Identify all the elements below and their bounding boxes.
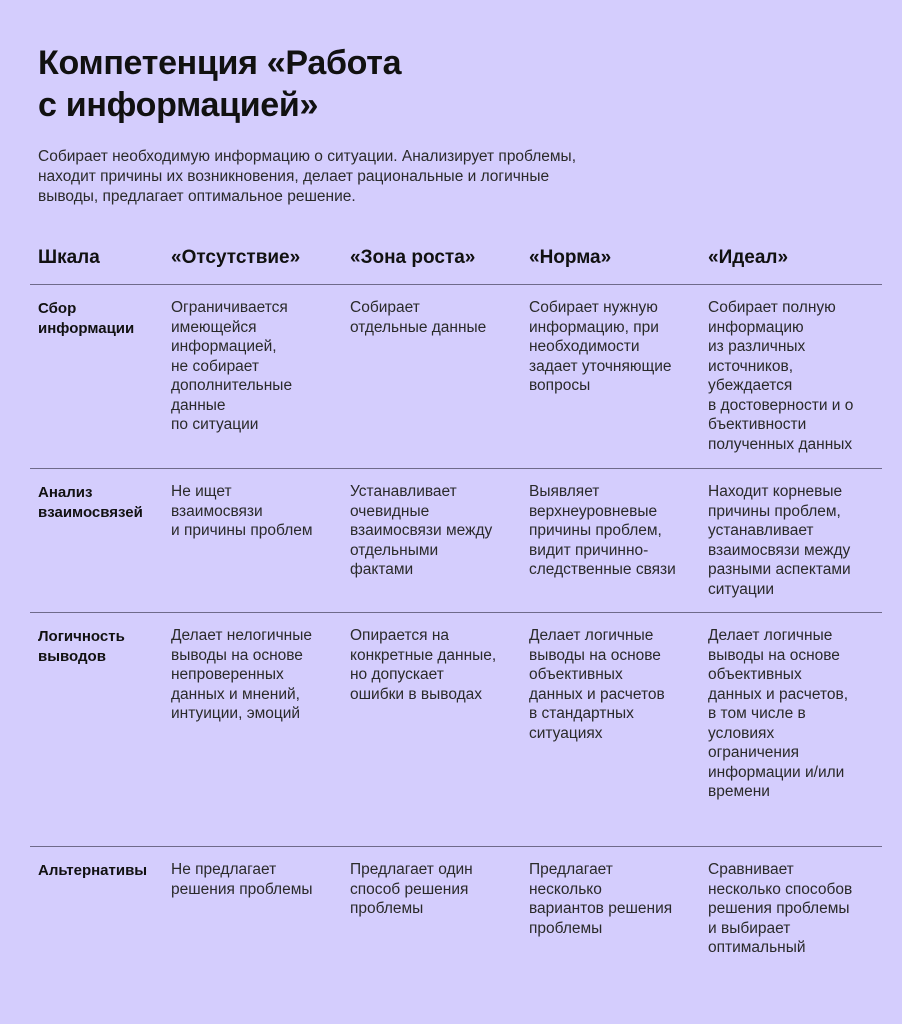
row-label bbox=[38, 483, 143, 523]
cell-line: Делает логичные bbox=[529, 627, 654, 644]
cell-line: Сравнивает bbox=[708, 861, 794, 878]
header-growth: «Зона роста» bbox=[350, 247, 476, 268]
row-label-line: взаимосвязей bbox=[38, 504, 143, 521]
table-cell bbox=[708, 626, 848, 802]
cell-line: информацией, bbox=[171, 338, 277, 355]
cell-line: решения проблемы bbox=[708, 900, 850, 917]
table-cell bbox=[708, 860, 852, 958]
page-title-line: Компетенция «Работа bbox=[38, 44, 402, 82]
table-cell bbox=[171, 626, 312, 724]
header-norm: «Норма» bbox=[529, 247, 612, 268]
cell-line: бъективности bbox=[708, 416, 807, 433]
table-divider bbox=[30, 846, 882, 847]
table-cell bbox=[350, 482, 492, 580]
cell-line: несколько bbox=[529, 880, 602, 898]
row-label-line: Сбор bbox=[38, 300, 77, 317]
cell-line: Делает логичные bbox=[708, 627, 833, 644]
table-cell bbox=[529, 860, 672, 938]
cell-line: и причины проблем bbox=[171, 522, 313, 539]
table-divider bbox=[30, 284, 882, 285]
cell-line: следственные связи bbox=[529, 561, 676, 578]
cell-line: выводы на основе bbox=[708, 646, 840, 664]
cell-line: информации и/или bbox=[708, 763, 845, 781]
cell-line: верхнеуровневые bbox=[529, 502, 658, 520]
cell-line: выводы на основе bbox=[529, 646, 661, 664]
description bbox=[38, 147, 678, 207]
cell-line: проблемы bbox=[529, 919, 603, 937]
table-cell bbox=[171, 860, 313, 899]
cell-line: ситуациях bbox=[529, 724, 603, 742]
description-line: Собирает необходимую информацию о ситуации. Анализирует проблемы, bbox=[38, 148, 577, 165]
cell-line: ограничения bbox=[708, 744, 800, 761]
cell-line: Собирает нужную bbox=[529, 299, 658, 316]
cell-line: данных и расчетов bbox=[529, 685, 665, 703]
cell-line: интуиции, эмоций bbox=[171, 705, 301, 722]
row-label-line: информации bbox=[38, 320, 135, 337]
table-cell bbox=[171, 298, 292, 435]
cell-line: вариантов решения bbox=[529, 900, 673, 917]
row-label-line: Анализ bbox=[38, 484, 93, 501]
cell-line: по ситуации bbox=[171, 416, 259, 433]
cell-line: задает уточняющие bbox=[529, 357, 672, 375]
cell-line: ошибки в выводах bbox=[350, 685, 483, 703]
row-label bbox=[38, 299, 134, 339]
cell-line: в достоверности и о bbox=[708, 396, 854, 414]
cell-line: устанавливает bbox=[708, 522, 814, 539]
cell-line: убеждается bbox=[708, 377, 793, 394]
cell-line: взаимосвязи между bbox=[350, 522, 493, 539]
cell-line: Собирает bbox=[350, 299, 420, 316]
table-cell bbox=[708, 298, 853, 454]
cell-line: имеющейся bbox=[171, 318, 257, 336]
table-cell bbox=[350, 860, 473, 919]
cell-line: из различных bbox=[708, 338, 806, 355]
header-scale: Шкала bbox=[38, 247, 100, 268]
cell-line: информацию bbox=[708, 318, 804, 336]
cell-line: ситуации bbox=[708, 580, 775, 598]
cell-line: полученных данных bbox=[708, 435, 853, 453]
cell-line: условиях bbox=[708, 724, 775, 742]
cell-line: объективных bbox=[529, 666, 623, 683]
description-line: выводы, предлагает оптимальное решение. bbox=[38, 188, 356, 205]
cell-line: Устанавливает bbox=[350, 483, 457, 500]
cell-line: Не предлагает bbox=[171, 861, 277, 878]
cell-line: вопросы bbox=[529, 377, 591, 394]
table-cell bbox=[708, 482, 851, 599]
cell-line: данные bbox=[171, 396, 226, 414]
cell-line: разными аспектами bbox=[708, 561, 851, 578]
cell-line: информацию, при bbox=[529, 318, 659, 336]
cell-line: очевидные bbox=[350, 502, 430, 520]
table-cell bbox=[529, 482, 676, 580]
table-divider bbox=[30, 612, 882, 613]
cell-line: несколько способов bbox=[708, 880, 853, 898]
cell-line: Делает нелогичные bbox=[171, 627, 312, 644]
cell-line: решения проблемы bbox=[171, 880, 313, 898]
row-label bbox=[38, 861, 147, 881]
cell-line: фактами bbox=[350, 561, 414, 578]
table-divider bbox=[30, 468, 882, 469]
cell-line: непроверенных bbox=[171, 666, 284, 683]
cell-line: Не ищет bbox=[171, 483, 232, 500]
table-cell bbox=[350, 626, 496, 704]
cell-line: отдельные данные bbox=[350, 318, 487, 336]
row-label-line: Логичность bbox=[38, 628, 125, 645]
cell-line: взаимосвязи bbox=[171, 502, 263, 520]
cell-line: отдельными bbox=[350, 541, 439, 559]
cell-line: Выявляет bbox=[529, 483, 600, 500]
header-ideal: «Идеал» bbox=[708, 247, 789, 268]
row-label bbox=[38, 627, 125, 667]
cell-line: оптимальный bbox=[708, 939, 806, 956]
table-cell bbox=[171, 482, 313, 541]
cell-line: Собирает полную bbox=[708, 299, 836, 316]
cell-line: в том числе в bbox=[708, 705, 806, 722]
cell-line: времени bbox=[708, 783, 770, 800]
cell-line: объективных bbox=[708, 666, 802, 683]
table-cell bbox=[529, 298, 672, 396]
cell-line: выводы на основе bbox=[171, 646, 303, 664]
cell-line: и выбирает bbox=[708, 919, 791, 937]
cell-line: способ решения bbox=[350, 880, 469, 898]
description-line: находит причины их возникновения, делает рациональные и логичные bbox=[38, 168, 550, 185]
cell-line: в стандартных bbox=[529, 705, 634, 722]
cell-line: Опирается на bbox=[350, 627, 450, 644]
header-absence: «Отсутствие» bbox=[171, 247, 301, 268]
cell-line: причины проблем, bbox=[529, 522, 662, 539]
row-label-line: Альтернативы bbox=[38, 862, 148, 879]
cell-line: взаимосвязи между bbox=[708, 541, 851, 559]
cell-line: конкретные данные, bbox=[350, 646, 497, 664]
cell-line: источников, bbox=[708, 357, 794, 375]
cell-line: Предлагает один bbox=[350, 861, 473, 878]
cell-line: видит причинно- bbox=[529, 541, 649, 559]
cell-line: Находит корневые bbox=[708, 483, 843, 500]
cell-line: но допускает bbox=[350, 666, 444, 683]
cell-line: проблемы bbox=[350, 900, 424, 917]
table-cell bbox=[529, 626, 665, 743]
cell-line: дополнительные bbox=[171, 377, 293, 394]
row-label-line: выводов bbox=[38, 648, 106, 665]
page-title bbox=[38, 42, 401, 126]
page-title-line: с информацией» bbox=[38, 86, 319, 124]
cell-line: необходимости bbox=[529, 338, 640, 355]
cell-line: не собирает bbox=[171, 357, 260, 375]
cell-line: Предлагает bbox=[529, 861, 613, 878]
cell-line: данных и мнений, bbox=[171, 685, 300, 703]
table-cell bbox=[350, 298, 486, 337]
cell-line: причины проблем, bbox=[708, 502, 841, 520]
cell-line: Ограничивается bbox=[171, 299, 288, 316]
cell-line: данных и расчетов, bbox=[708, 685, 849, 703]
